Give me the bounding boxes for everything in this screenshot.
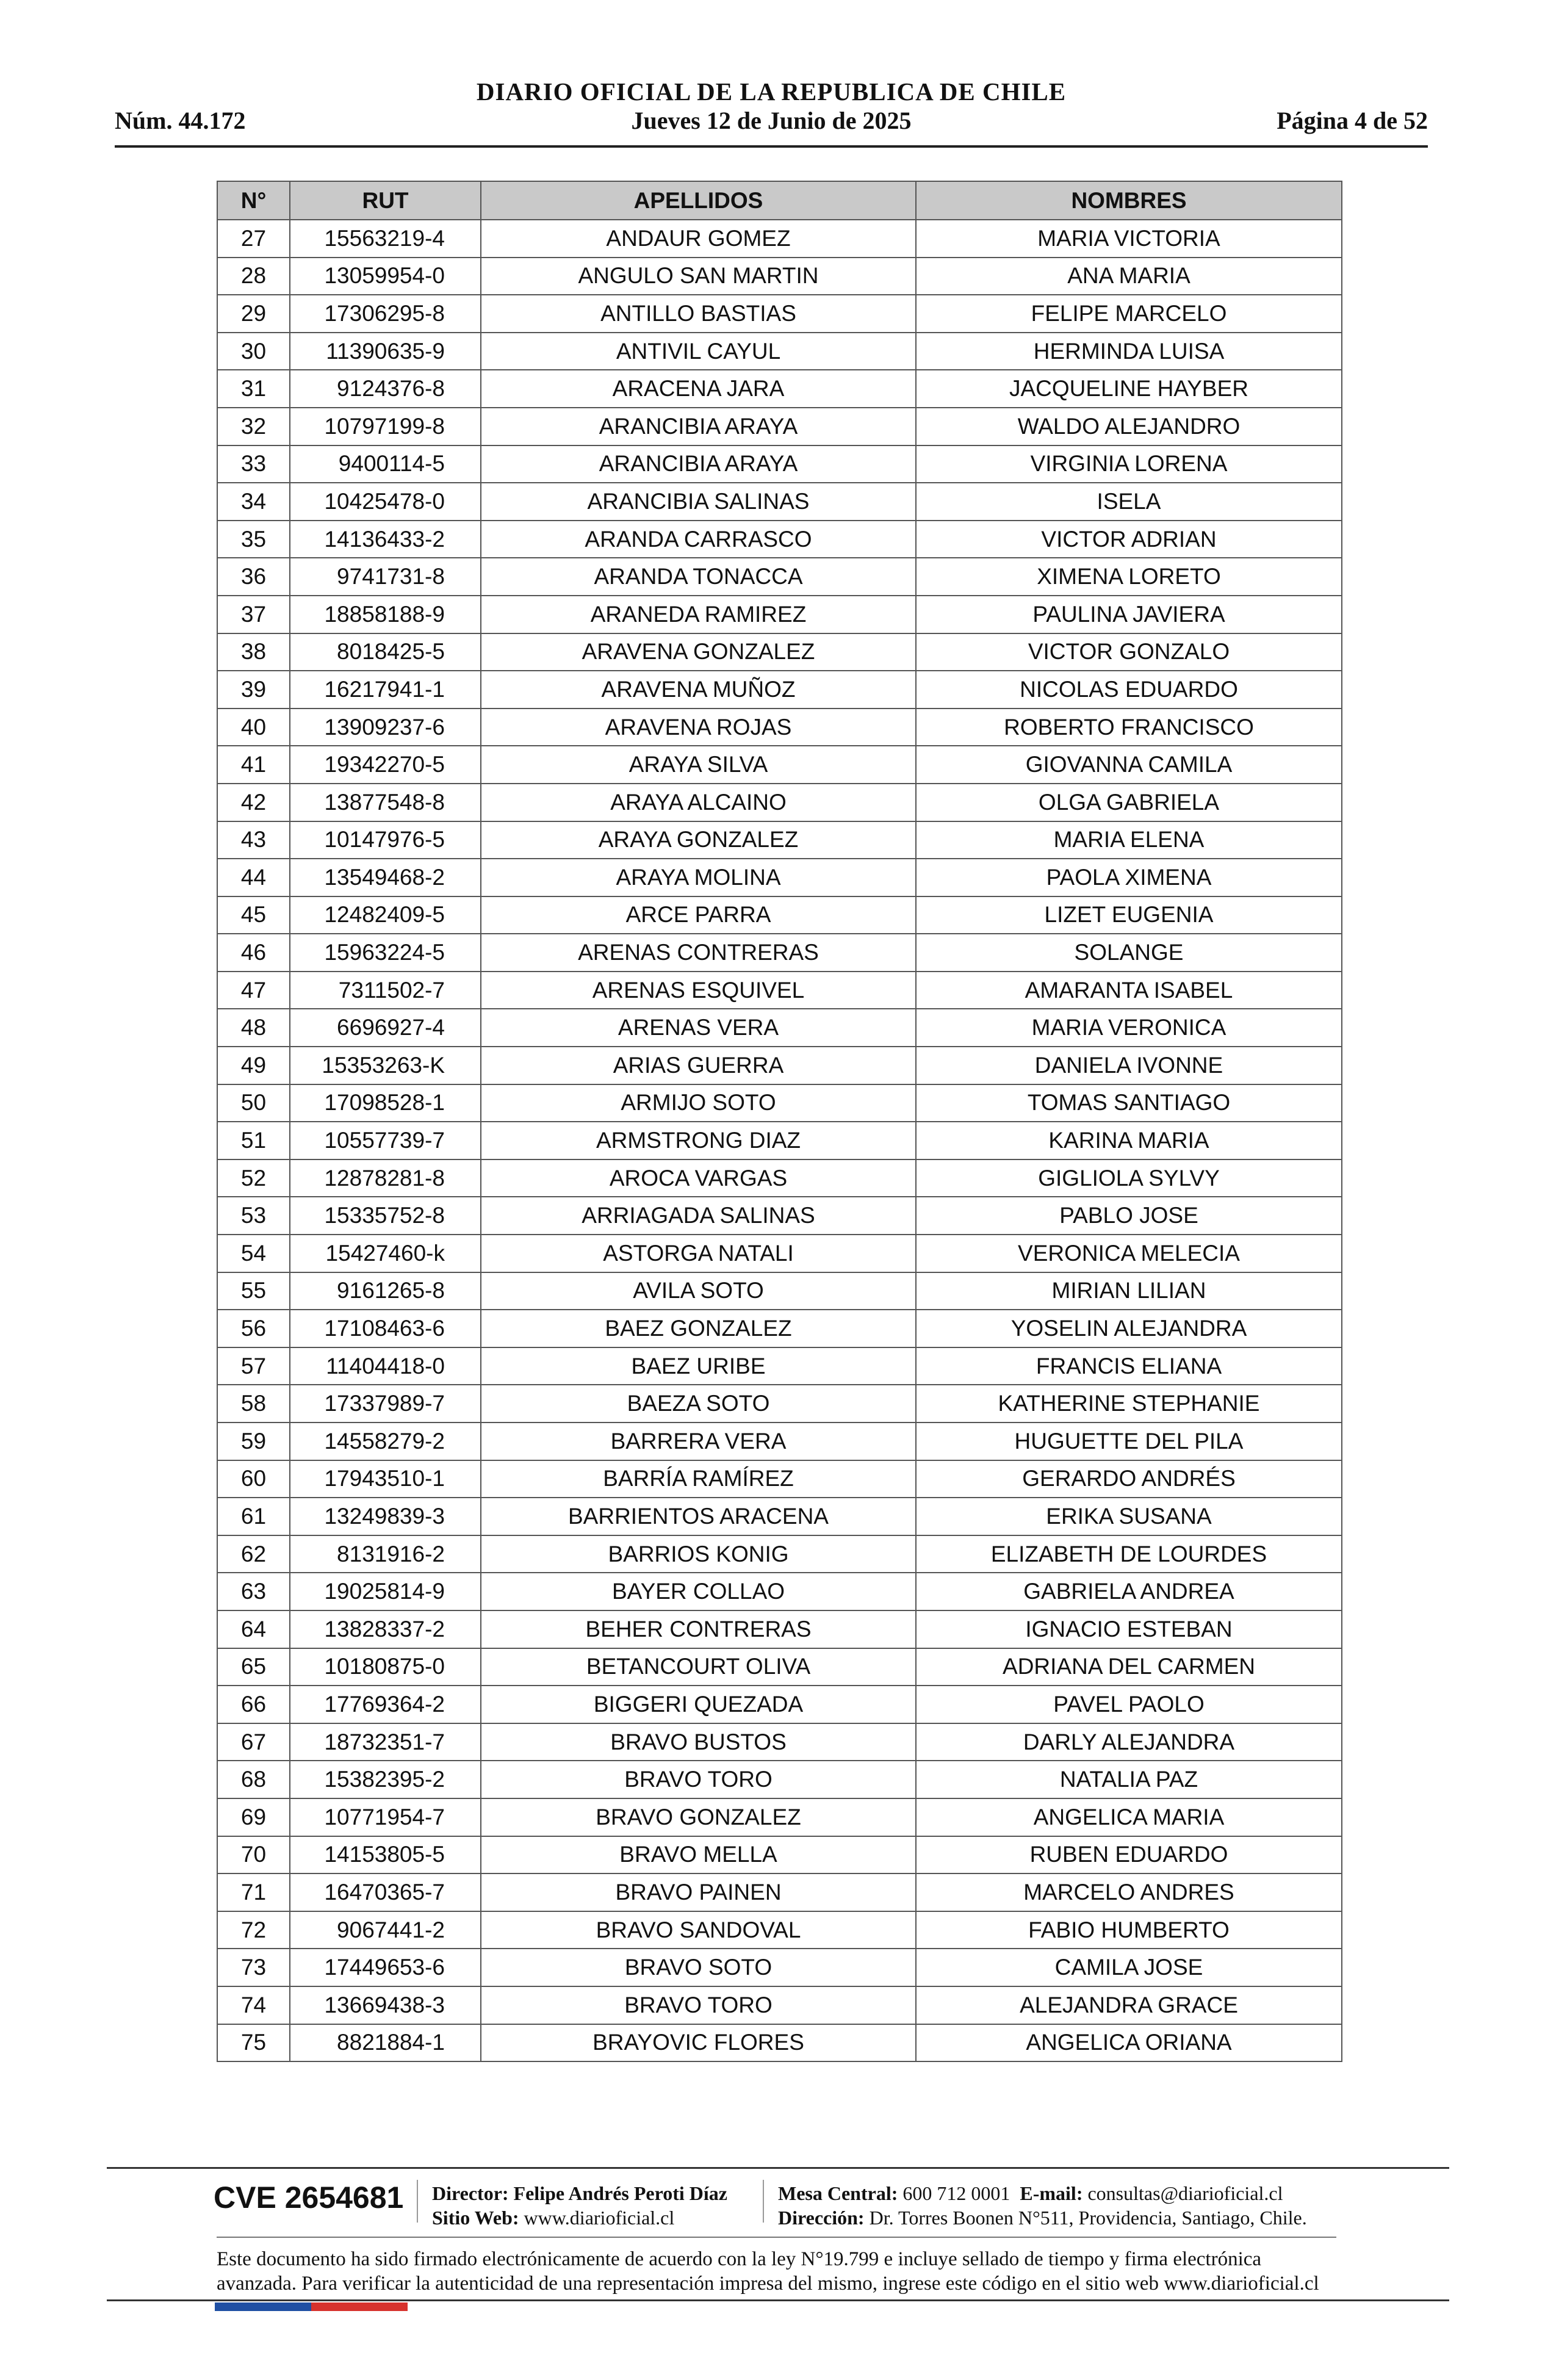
cell-nombres: FABIO HUMBERTO (916, 1911, 1342, 1949)
cell-apellidos: ARAVENA MUÑOZ (481, 671, 916, 709)
table-row (217, 258, 1342, 295)
flag-stripe-red (311, 2302, 408, 2311)
cell-number: 45 (217, 896, 290, 934)
table-row (217, 1761, 1342, 1798)
cell-apellidos: ANGULO SAN MARTIN (481, 258, 916, 295)
cell-rut: 19342270-5 (290, 746, 481, 784)
roster-table (217, 181, 1342, 2062)
mesa-phone: 600 712 0001 (902, 2182, 1010, 2204)
cell-rut: 14558279-2 (290, 1423, 481, 1460)
footer-separator (417, 2180, 418, 2223)
cell-rut: 15353263-K (290, 1047, 481, 1084)
table-body (217, 220, 1342, 2061)
cell-nombres: PAOLA XIMENA (916, 859, 1342, 896)
cell-rut: 19025814-9 (290, 1573, 481, 1610)
cell-nombres: MARIA VERONICA (916, 1009, 1342, 1047)
cell-nombres: JACQUELINE HAYBER (916, 370, 1342, 408)
cell-number: 64 (217, 1610, 290, 1648)
cell-number: 50 (217, 1084, 290, 1122)
cell-rut: 16217941-1 (290, 671, 481, 709)
cell-rut: 17769364-2 (290, 1686, 481, 1723)
cell-nombres: PAULINA JAVIERA (916, 596, 1342, 633)
cell-rut: 15382395-2 (290, 1761, 481, 1798)
table-row (217, 1009, 1342, 1047)
table-row (217, 972, 1342, 1009)
cell-nombres: XIMENA LORETO (916, 558, 1342, 596)
page-indicator: Página 4 de 52 (1277, 107, 1428, 134)
legal-line: Este documento ha sido firmado electrónicamente de acuerdo con la ley N°19.799 e incluye sellado de tiempo y firma electrónica (217, 2248, 1262, 2270)
cell-rut: 16470365-7 (290, 1873, 481, 1911)
cell-apellidos: ARAYA GONZALEZ (481, 821, 916, 859)
cell-nombres: KATHERINE STEPHANIE (916, 1385, 1342, 1423)
cell-apellidos: BAEZ URIBE (481, 1347, 916, 1385)
cell-apellidos: ARANCIBIA SALINAS (481, 483, 916, 521)
cell-rut: 10557739-7 (290, 1122, 481, 1159)
table-row (217, 1798, 1342, 1836)
table-row (217, 709, 1342, 746)
table-row (217, 934, 1342, 972)
cell-number: 72 (217, 1911, 290, 1949)
cell-nombres: GABRIELA ANDREA (916, 1573, 1342, 1610)
cell-rut: 8018425-5 (290, 633, 481, 671)
table-row (217, 408, 1342, 445)
cell-rut: 10771954-7 (290, 1798, 481, 1836)
cell-apellidos: BRAVO MELLA (481, 1836, 916, 1874)
cell-rut: 10180875-0 (290, 1648, 481, 1686)
cell-number: 28 (217, 258, 290, 295)
cell-rut: 10797199-8 (290, 408, 481, 445)
cell-number: 67 (217, 1723, 290, 1761)
cell-number: 75 (217, 2024, 290, 2062)
legal-notice (217, 2247, 1336, 2296)
column-header-apellidos: APELLIDOS (481, 181, 916, 220)
cell-nombres: NATALIA PAZ (916, 1761, 1342, 1798)
email-link[interactable]: consultas@diarioficial.cl (1087, 2182, 1283, 2204)
website-link[interactable]: www.diarioficial.cl (524, 2207, 675, 2229)
cell-number: 38 (217, 633, 290, 671)
cell-apellidos: ASTORGA NATALI (481, 1235, 916, 1272)
email-label: E-mail: (1020, 2182, 1083, 2204)
cell-apellidos: ANTIVIL CAYUL (481, 333, 916, 370)
cell-number: 51 (217, 1122, 290, 1159)
cell-number: 57 (217, 1347, 290, 1385)
cell-apellidos: ANTILLO BASTIAS (481, 295, 916, 333)
director-label: Director: (432, 2182, 509, 2204)
table-row (217, 821, 1342, 859)
cell-number: 73 (217, 1949, 290, 1986)
cell-number: 48 (217, 1009, 290, 1047)
cell-rut: 17098528-1 (290, 1084, 481, 1122)
mesa-label: Mesa Central: (778, 2182, 898, 2204)
cell-apellidos: BARRERA VERA (481, 1423, 916, 1460)
cell-rut: 17449653-6 (290, 1949, 481, 1986)
cell-nombres: LIZET EUGENIA (916, 896, 1342, 934)
cell-nombres: RUBEN EDUARDO (916, 1836, 1342, 1874)
cell-apellidos: ARAYA ALCAINO (481, 784, 916, 821)
cell-number: 47 (217, 972, 290, 1009)
cell-apellidos: ARAVENA GONZALEZ (481, 633, 916, 671)
cell-nombres: VICTOR ADRIAN (916, 521, 1342, 558)
cell-apellidos: AVILA SOTO (481, 1272, 916, 1310)
table-row (217, 1573, 1342, 1610)
cell-number: 41 (217, 746, 290, 784)
cell-nombres: GIOVANNA CAMILA (916, 746, 1342, 784)
cell-rut: 12878281-8 (290, 1159, 481, 1197)
issue-date: Jueves 12 de Junio de 2025 (631, 107, 912, 134)
cell-rut: 6696927-4 (290, 1009, 481, 1047)
cell-apellidos: ARANCIBIA ARAYA (481, 445, 916, 483)
cell-rut: 15963224-5 (290, 934, 481, 972)
page-header (115, 72, 1428, 148)
table-row (217, 1686, 1342, 1723)
table-row (217, 1159, 1342, 1197)
table-row (217, 1460, 1342, 1498)
table-row (217, 596, 1342, 633)
cell-number: 52 (217, 1159, 290, 1197)
cell-nombres: GERARDO ANDRÉS (916, 1460, 1342, 1498)
footer-separator (763, 2180, 764, 2223)
cell-apellidos: ARENAS CONTRERAS (481, 934, 916, 972)
cell-nombres: ROBERTO FRANCISCO (916, 709, 1342, 746)
cell-number: 39 (217, 671, 290, 709)
cell-rut: 11404418-0 (290, 1347, 481, 1385)
cell-apellidos: ARAYA MOLINA (481, 859, 916, 896)
cell-apellidos: BARRIENTOS ARACENA (481, 1498, 916, 1535)
cell-nombres: KARINA MARIA (916, 1122, 1342, 1159)
cell-number: 62 (217, 1535, 290, 1573)
cell-rut: 17943510-1 (290, 1460, 481, 1498)
cell-nombres: PAVEL PAOLO (916, 1686, 1342, 1723)
cell-apellidos: ARANCIBIA ARAYA (481, 408, 916, 445)
cell-apellidos: BARRIOS KONIG (481, 1535, 916, 1573)
table-row (217, 1873, 1342, 1911)
cell-apellidos: BEHER CONTRERAS (481, 1610, 916, 1648)
cell-rut: 9161265-8 (290, 1272, 481, 1310)
table-row (217, 1911, 1342, 1949)
flag-stripe-blue (215, 2302, 311, 2311)
cell-nombres: VERONICA MELECIA (916, 1235, 1342, 1272)
cell-nombres: FELIPE MARCELO (916, 295, 1342, 333)
cell-number: 44 (217, 859, 290, 896)
director-name: Felipe Andrés Peroti Díaz (513, 2182, 727, 2204)
cell-rut: 15563219-4 (290, 220, 481, 258)
cell-number: 66 (217, 1686, 290, 1723)
cell-apellidos: BRAVO SANDOVAL (481, 1911, 916, 1949)
table-row (217, 1122, 1342, 1159)
cell-rut: 18732351-7 (290, 1723, 481, 1761)
cell-apellidos: ANDAUR GOMEZ (481, 220, 916, 258)
cell-rut: 10147976-5 (290, 821, 481, 859)
cell-number: 46 (217, 934, 290, 972)
table-header-row (217, 181, 1342, 220)
table-row (217, 1535, 1342, 1573)
address-label: Dirección: (778, 2207, 865, 2229)
cell-rut: 13249839-3 (290, 1498, 481, 1535)
cell-nombres: FRANCIS ELIANA (916, 1347, 1342, 1385)
cell-rut: 17306295-8 (290, 295, 481, 333)
cell-rut: 14153805-5 (290, 1836, 481, 1874)
cell-rut: 12482409-5 (290, 896, 481, 934)
cell-apellidos: ARANEDA RAMIREZ (481, 596, 916, 633)
column-header-number: N° (217, 181, 290, 220)
cell-number: 69 (217, 1798, 290, 1836)
table-row (217, 333, 1342, 370)
cell-number: 65 (217, 1648, 290, 1686)
cell-rut: 8821884-1 (290, 2024, 481, 2062)
table-row (217, 1047, 1342, 1084)
cell-nombres: TOMAS SANTIAGO (916, 1084, 1342, 1122)
table-row (217, 370, 1342, 408)
cell-nombres: ANA MARIA (916, 258, 1342, 295)
cell-rut: 15427460-k (290, 1235, 481, 1272)
cell-number: 43 (217, 821, 290, 859)
cell-number: 35 (217, 521, 290, 558)
footer-divider (107, 2299, 1449, 2301)
cell-nombres: ANGELICA MARIA (916, 1798, 1342, 1836)
cell-rut: 11390635-9 (290, 333, 481, 370)
publication-title: DIARIO OFICIAL DE LA REPUBLICA DE CHILE (476, 78, 1067, 106)
table-row (217, 558, 1342, 596)
cell-number: 37 (217, 596, 290, 633)
cell-nombres: ISELA (916, 483, 1342, 521)
cell-apellidos: ARCE PARRA (481, 896, 916, 934)
cell-apellidos: BRAVO PAINEN (481, 1873, 916, 1911)
roster-table-container (217, 181, 1341, 2062)
cell-nombres: NICOLAS EDUARDO (916, 671, 1342, 709)
table-row (217, 483, 1342, 521)
table-row (217, 1235, 1342, 1272)
table-row (217, 746, 1342, 784)
cell-apellidos: BRAVO GONZALEZ (481, 1798, 916, 1836)
cell-rut: 18858188-9 (290, 596, 481, 633)
table-row (217, 1385, 1342, 1423)
cell-rut: 8131916-2 (290, 1535, 481, 1573)
cell-rut: 13828337-2 (290, 1610, 481, 1648)
cell-nombres: ANGELICA ORIANA (916, 2024, 1342, 2062)
footer-divider (107, 2167, 1449, 2169)
table-row (217, 1648, 1342, 1686)
cell-nombres: MARIA ELENA (916, 821, 1342, 859)
cell-apellidos: BRAVO TORO (481, 1986, 916, 2024)
table-row (217, 859, 1342, 896)
cell-number: 33 (217, 445, 290, 483)
cell-number: 58 (217, 1385, 290, 1423)
cell-nombres: VIRGINIA LORENA (916, 445, 1342, 483)
table-row (217, 445, 1342, 483)
table-row (217, 1836, 1342, 1874)
cell-nombres: PABLO JOSE (916, 1197, 1342, 1235)
table-row (217, 1986, 1342, 2024)
table-row (217, 1423, 1342, 1460)
cell-apellidos: BIGGERI QUEZADA (481, 1686, 916, 1723)
table-row (217, 2024, 1342, 2062)
cell-number: 27 (217, 220, 290, 258)
cell-rut: 17337989-7 (290, 1385, 481, 1423)
table-row (217, 295, 1342, 333)
cell-number: 34 (217, 483, 290, 521)
cell-rut: 9741731-8 (290, 558, 481, 596)
cell-number: 29 (217, 295, 290, 333)
cell-nombres: MARIA VICTORIA (916, 220, 1342, 258)
footer-director-block (432, 2181, 727, 2230)
cell-rut: 13059954-0 (290, 258, 481, 295)
cell-number: 54 (217, 1235, 290, 1272)
cell-nombres: ELIZABETH DE LOURDES (916, 1535, 1342, 1573)
cell-number: 59 (217, 1423, 290, 1460)
table-row (217, 1498, 1342, 1535)
table-row (217, 521, 1342, 558)
cell-number: 32 (217, 408, 290, 445)
cell-rut: 17108463-6 (290, 1310, 481, 1347)
cell-number: 36 (217, 558, 290, 596)
cell-apellidos: BRAVO SOTO (481, 1949, 916, 1986)
column-header-rut: RUT (290, 181, 481, 220)
cell-number: 42 (217, 784, 290, 821)
footer-divider (217, 2237, 1336, 2238)
table-row (217, 784, 1342, 821)
table-row (217, 1084, 1342, 1122)
cell-nombres: ALEJANDRA GRACE (916, 1986, 1342, 2024)
cell-rut: 13669438-3 (290, 1986, 481, 2024)
cell-rut: 13549468-2 (290, 859, 481, 896)
cell-apellidos: AROCA VARGAS (481, 1159, 916, 1197)
cell-apellidos: BAEZA SOTO (481, 1385, 916, 1423)
cell-apellidos: ARENAS VERA (481, 1009, 916, 1047)
cell-apellidos: BAYER COLLAO (481, 1573, 916, 1610)
cell-number: 60 (217, 1460, 290, 1498)
cell-rut: 13877548-8 (290, 784, 481, 821)
address-value: Dr. Torres Boonen N°511, Providencia, Santiago, Chile. (869, 2207, 1307, 2229)
cell-nombres: WALDO ALEJANDRO (916, 408, 1342, 445)
cell-rut: 9400114-5 (290, 445, 481, 483)
cell-nombres: VICTOR GONZALO (916, 633, 1342, 671)
cell-apellidos: BRAVO BUSTOS (481, 1723, 916, 1761)
cell-nombres: YOSELIN ALEJANDRA (916, 1310, 1342, 1347)
table-row (217, 633, 1342, 671)
cell-rut: 9067441-2 (290, 1911, 481, 1949)
table-row (217, 1272, 1342, 1310)
cell-number: 74 (217, 1986, 290, 2024)
cell-rut: 13909237-6 (290, 709, 481, 746)
cell-number: 68 (217, 1761, 290, 1798)
table-row (217, 1347, 1342, 1385)
cell-apellidos: ARAYA SILVA (481, 746, 916, 784)
table-row (217, 671, 1342, 709)
table-row (217, 896, 1342, 934)
cell-rut: 15335752-8 (290, 1197, 481, 1235)
table-row (217, 220, 1342, 258)
cell-rut: 10425478-0 (290, 483, 481, 521)
cell-number: 31 (217, 370, 290, 408)
cell-number: 55 (217, 1272, 290, 1310)
cell-apellidos: ARACENA JARA (481, 370, 916, 408)
cell-apellidos: BETANCOURT OLIVA (481, 1648, 916, 1686)
cell-rut: 9124376-8 (290, 370, 481, 408)
cell-number: 71 (217, 1873, 290, 1911)
cell-number: 53 (217, 1197, 290, 1235)
cell-nombres: MIRIAN LILIAN (916, 1272, 1342, 1310)
website-label: Sitio Web: (432, 2207, 519, 2229)
table-row (217, 1723, 1342, 1761)
cell-apellidos: ARANDA CARRASCO (481, 521, 916, 558)
cell-nombres: DANIELA IVONNE (916, 1047, 1342, 1084)
table-row (217, 1310, 1342, 1347)
cell-apellidos: ARMIJO SOTO (481, 1084, 916, 1122)
table-row (217, 1197, 1342, 1235)
cell-nombres: ERIKA SUSANA (916, 1498, 1342, 1535)
cve-code: CVE 2654681 (214, 2180, 404, 2215)
cell-number: 30 (217, 333, 290, 370)
cell-apellidos: ARAVENA ROJAS (481, 709, 916, 746)
cell-nombres: CAMILA JOSE (916, 1949, 1342, 1986)
issue-number: Núm. 44.172 (115, 107, 246, 134)
column-header-nombres: NOMBRES (916, 181, 1342, 220)
cell-apellidos: BARRÍA RAMÍREZ (481, 1460, 916, 1498)
cell-apellidos: BRAYOVIC FLORES (481, 2024, 916, 2062)
cell-apellidos: ARIAS GUERRA (481, 1047, 916, 1084)
cell-number: 40 (217, 709, 290, 746)
cell-nombres: HERMINDA LUISA (916, 333, 1342, 370)
cell-apellidos: ARANDA TONACCA (481, 558, 916, 596)
cell-apellidos: ARENAS ESQUIVEL (481, 972, 916, 1009)
table-row (217, 1610, 1342, 1648)
table-row (217, 1949, 1342, 1986)
cell-nombres: HUGUETTE DEL PILA (916, 1423, 1342, 1460)
cell-rut: 7311502-7 (290, 972, 481, 1009)
cell-nombres: SOLANGE (916, 934, 1342, 972)
cell-nombres: ADRIANA DEL CARMEN (916, 1648, 1342, 1686)
cell-nombres: MARCELO ANDRES (916, 1873, 1342, 1911)
cell-nombres: DARLY ALEJANDRA (916, 1723, 1342, 1761)
cell-number: 61 (217, 1498, 290, 1535)
cell-apellidos: BRAVO TORO (481, 1761, 916, 1798)
cell-nombres: GIGLIOLA SYLVY (916, 1159, 1342, 1197)
cell-number: 49 (217, 1047, 290, 1084)
cell-apellidos: ARMSTRONG DIAZ (481, 1122, 916, 1159)
cell-nombres: IGNACIO ESTEBAN (916, 1610, 1342, 1648)
cell-nombres: OLGA GABRIELA (916, 784, 1342, 821)
cell-number: 56 (217, 1310, 290, 1347)
cell-number: 63 (217, 1573, 290, 1610)
footer-contact-block (778, 2181, 1307, 2230)
cell-apellidos: BAEZ GONZALEZ (481, 1310, 916, 1347)
legal-line: avanzada. Para verificar la autenticidad de una representación impresa del mismo, ingrese este código en el sitio web www.diarioficial.cl (217, 2273, 1319, 2295)
cell-apellidos: ARRIAGADA SALINAS (481, 1197, 916, 1235)
cell-number: 70 (217, 1836, 290, 1874)
cell-nombres: AMARANTA ISABEL (916, 972, 1342, 1009)
cell-rut: 14136433-2 (290, 521, 481, 558)
